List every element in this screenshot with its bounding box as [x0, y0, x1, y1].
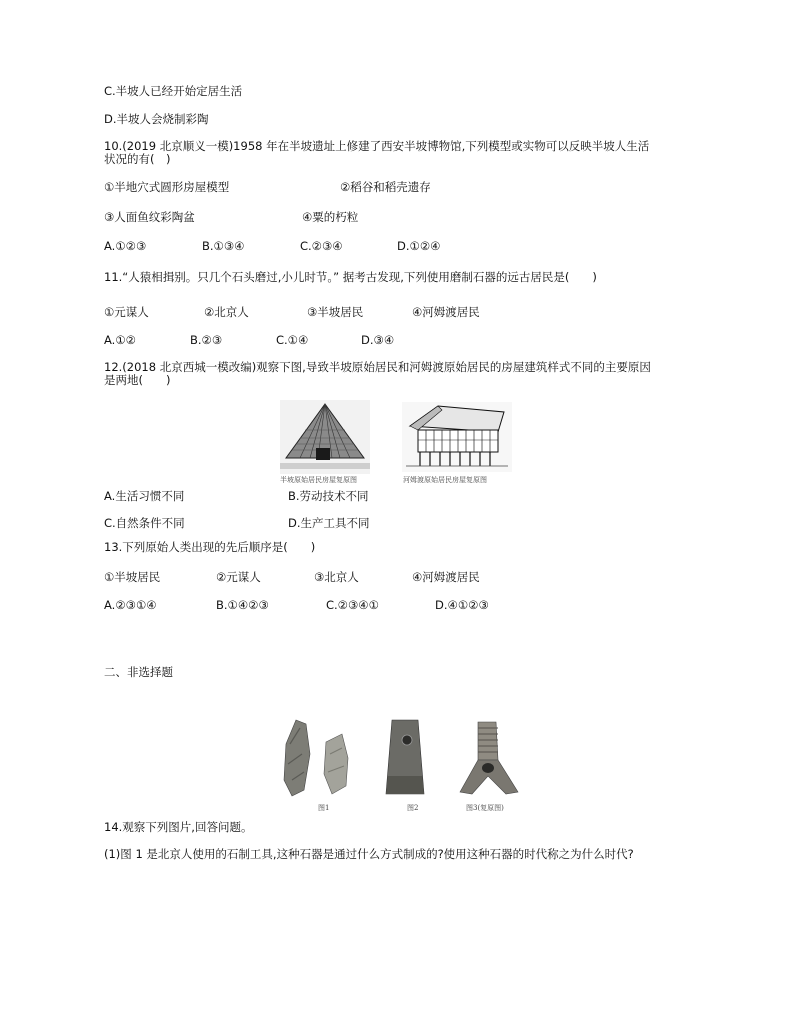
q12-option-a: A.生活习惯不同 — [104, 489, 185, 503]
q13-option-b: B.①④②③ — [216, 598, 269, 612]
q10-option-a: A.①②③ — [104, 239, 147, 253]
hafted-stone-tool — [460, 722, 518, 794]
q13-item-1: ①半坡居民 — [104, 570, 161, 584]
q11-option-a: A.①② — [104, 333, 136, 347]
q13-item-4: ④河姆渡居民 — [412, 570, 480, 584]
q10-item-3: ③人面鱼纹彩陶盆 — [104, 210, 195, 224]
q11-item-4: ④河姆渡居民 — [412, 305, 480, 319]
hemudu-caption: 河姆渡原始居民房屋复原图 — [403, 476, 487, 484]
q10-option-c: C.②③④ — [300, 239, 343, 253]
fig2-caption: 图2 — [407, 804, 419, 812]
fig1-caption: 图1 — [318, 804, 330, 812]
q13-item-2: ②元谋人 — [216, 570, 261, 584]
q9-option-c: C.半坡人已经开始定居生活 — [104, 84, 243, 98]
q13-item-3: ③北京人 — [314, 570, 359, 584]
q13-option-d: D.④①②③ — [435, 598, 489, 612]
q11-item-3: ③半坡居民 — [307, 305, 364, 319]
fig3-caption: 图3(复原图) — [466, 804, 504, 812]
q12-stem-line1: 12.(2018 北京西城一模改编)观察下图,导致半坡原始居民和河姆渡原始居民的房屋建筑样式不同的主要原因 — [104, 360, 651, 374]
q11-item-2: ②北京人 — [204, 305, 249, 319]
q10-stem-line2: 状况的有( ) — [104, 152, 171, 166]
q12-option-c: C.自然条件不同 — [104, 516, 185, 530]
q10-item-1: ①半地穴式圆形房屋模型 — [104, 180, 230, 194]
q14-stem: 14.观察下列图片,回答问题。 — [104, 820, 253, 834]
chipped-stone-tools — [284, 720, 348, 796]
q10-option-d: D.①②④ — [397, 239, 441, 253]
polished-stone-tool — [386, 720, 424, 794]
q11-option-c: C.①④ — [276, 333, 309, 347]
q10-item-2: ②稻谷和稻壳遗存 — [340, 180, 431, 194]
q11-option-d: D.③④ — [361, 333, 395, 347]
stone-tools-illustration — [282, 714, 532, 802]
q12-stem-line2: 是两地( ) — [104, 373, 171, 387]
q11-stem: 11.“人猿相揖别。只几个石头磨过,小儿时节。” 据考古发现,下列使用磨制石器的远古居民是( ) — [104, 270, 597, 284]
q12-option-d: D.生产工具不同 — [288, 516, 370, 530]
q11-option-b: B.②③ — [190, 333, 223, 347]
q13-stem: 13.下列原始人类出现的先后顺序是( ) — [104, 540, 316, 554]
q10-option-b: B.①③④ — [202, 239, 245, 253]
hemudu-house-illustration — [402, 402, 512, 472]
q11-item-1: ①元谋人 — [104, 305, 149, 319]
banpo-house-illustration — [280, 400, 370, 474]
q12-option-b: B.劳动技术不同 — [288, 489, 369, 503]
q14-sub1: (1)图 1 是北京人使用的石制工具,这种石器是通过什么方式制成的?使用这种石器的时代称之为什么时代? — [104, 847, 634, 861]
q9-option-d: D.半坡人会烧制彩陶 — [104, 112, 209, 126]
section2-title: 二、非选择题 — [104, 665, 173, 679]
q10-stem-line1: 10.(2019 北京顺义一模)1958 年在半坡遗址上修建了西安半坡博物馆,下列模型或实物可以反映半坡人生活 — [104, 139, 650, 153]
banpo-caption: 半坡原始居民房屋复原图 — [280, 476, 357, 484]
q13-option-c: C.②③④① — [326, 598, 379, 612]
q13-option-a: A.②③①④ — [104, 598, 157, 612]
q10-item-4: ④粟的朽粒 — [302, 210, 359, 224]
